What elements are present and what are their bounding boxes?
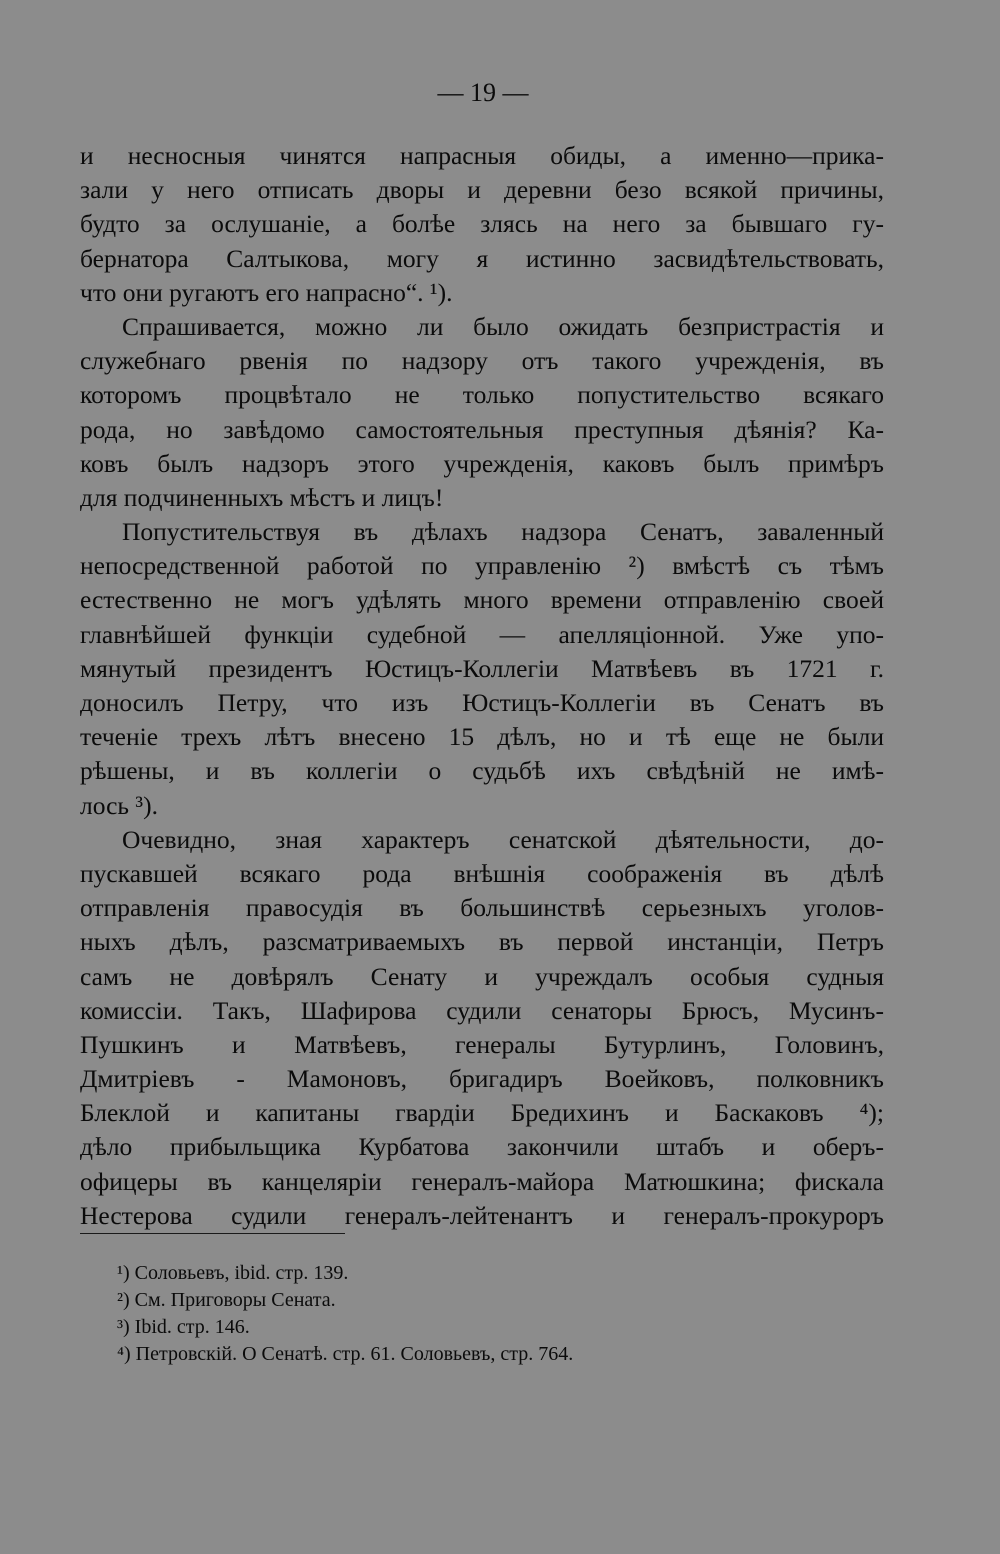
text-line: что они ругаютъ его напрасно“. ¹). xyxy=(80,277,453,307)
text-line: непосредственной работой по управленію ²) вмѣстѣ съ тѣмъ xyxy=(80,551,884,581)
text-line: Спрашивается, можно ли было ожидать безпристрастія и xyxy=(122,311,884,341)
paragraph xyxy=(80,139,884,310)
text-line: отправленія правосудія въ большинствѣ серьезныхъ уголов- xyxy=(80,893,884,923)
text-line: которомъ процвѣтало не только попустительство всякаго xyxy=(80,380,884,410)
text-line: бернатора Салтыкова, могу я истинно засвидѣтельствовать, xyxy=(80,243,884,273)
text-line: дѣло прибыльщика Курбатова закончили штабъ и оберъ- xyxy=(80,1132,884,1162)
text-line: Попустительствуя въ дѣлахъ надзора Сенатъ, заваленный xyxy=(122,517,884,547)
text-line: Блеклой и капитаны гвардіи Бредихинъ и Баскаковъ ⁴); xyxy=(80,1098,884,1128)
body-text xyxy=(80,139,884,1233)
footnote: ²) См. Приговоры Сената. xyxy=(117,1289,336,1311)
text-line: Очевидно, зная характеръ сенатской дѣятельности, до- xyxy=(122,824,884,854)
text-line: рѣшены, и въ коллегіи о судьбѣ ихъ свѣдѣній не имѣ- xyxy=(80,756,884,786)
text-line: будто за ослушаніе, а болѣе злясь на него за бывшаго гу- xyxy=(80,209,884,239)
text-line: лось ³). xyxy=(80,790,158,820)
footnote: ³) Ibid. стр. 146. xyxy=(117,1316,250,1338)
text-line: самъ не довѣрялъ Сенату и учреждалъ особыя судныя xyxy=(80,961,884,991)
text-line: служебнаго рвенія по надзору отъ такого учрежденія, въ xyxy=(80,346,884,376)
text-line: зали у него отписать дворы и деревни безо всякой причины, xyxy=(80,175,884,205)
paragraph xyxy=(80,515,884,823)
page-number: — 19 — xyxy=(437,78,529,107)
text-line: главнѣйшей функціи судебной — апелляціонной. Уже упо- xyxy=(80,619,884,649)
text-line: естественно не могъ удѣлять много времени отправленію своей xyxy=(80,585,884,615)
text-line: пускавшей всякаго рода внѣшнія соображенія въ дѣлѣ xyxy=(80,858,884,888)
text-line: Дмитріевъ - Мамоновъ, бригадиръ Воейковъ, полковникъ xyxy=(80,1064,884,1094)
text-line: Пушкинъ и Матвѣевъ, генералы Бутурлинъ, Головинъ, xyxy=(80,1029,884,1059)
text-line: мянутый президентъ Юстицъ-Коллегіи Матвѣевъ въ 1721 г. xyxy=(80,653,884,683)
footnote-divider xyxy=(80,1233,345,1234)
text-line: комиссіи. Такъ, Шафирова судили сенаторы Брюсъ, Мусинъ- xyxy=(80,995,884,1025)
text-line: теченіе трехъ лѣтъ внесено 15 дѣлъ, но и тѣ еще не были xyxy=(80,722,884,752)
footnote: ⁴) Петровскій. О Сенатѣ. стр. 61. Соловьевъ, стр. 764. xyxy=(117,1343,574,1365)
footnote: ¹) Соловьевъ, ibid. стр. 139. xyxy=(117,1262,349,1284)
paragraph xyxy=(80,823,884,1233)
text-line: для подчиненныхъ мѣстъ и лицъ! xyxy=(80,482,444,512)
text-line: офицеры въ канцеляріи генералъ-майора Матюшкина; фискала xyxy=(80,1166,884,1196)
text-line: ковъ былъ надзоръ этого учрежденія, каковъ былъ примѣръ xyxy=(80,448,884,478)
footnotes xyxy=(117,1260,817,1368)
text-line: доносилъ Петру, что изъ Юстицъ-Коллегіи въ Сенатъ въ xyxy=(80,688,884,717)
text-line: рода, но завѣдомо самостоятельныя преступныя дѣянія? Ка- xyxy=(80,414,884,444)
text-line: Нестерова судили генералъ-лейтенантъ и генералъ-прокуроръ xyxy=(80,1200,884,1230)
text-line: ныхъ дѣлъ, разсматриваемыхъ въ первой инстанціи, Петръ xyxy=(80,927,884,957)
text-line: и несносныя чинятся напрасныя обиды, а именно—прика- xyxy=(80,141,884,170)
paragraph xyxy=(80,310,884,515)
